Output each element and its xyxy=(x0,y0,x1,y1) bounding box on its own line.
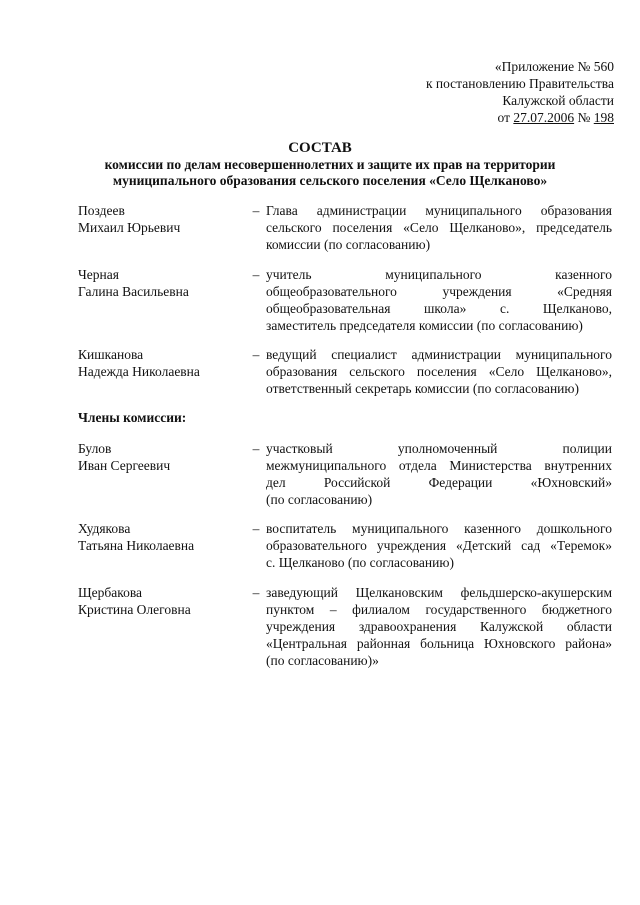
role-line: образовательного учреждения «Детский сад «Теремок» xyxy=(266,538,612,553)
member-surname: Поздеев xyxy=(78,203,125,218)
member-given-name: Михаил Юрьевич xyxy=(78,220,181,235)
dash-separator: – xyxy=(252,585,260,600)
role-line: участковый уполномоченный полиции xyxy=(266,441,612,456)
member-given-name: Иван Сергеевич xyxy=(78,458,171,473)
member-role xyxy=(266,202,612,253)
appendix-line-2: к постановлению Правительства xyxy=(425,76,614,91)
member-surname: Булов xyxy=(78,441,112,456)
member-given-name: Татьяна Николаевна xyxy=(78,538,195,553)
role-line: учреждения здравоохранения Калужской области xyxy=(266,619,612,634)
role-line: Глава администрации муниципального образования xyxy=(266,203,612,218)
dash-separator: – xyxy=(252,441,260,456)
member-name xyxy=(78,584,248,618)
role-line: сельского поселения «Село Щелканово», председатель xyxy=(266,220,612,235)
role-line: заведующий Щелкановским фельдшерско-акушерским xyxy=(266,585,612,600)
dash-separator: – xyxy=(252,203,260,218)
appendix-header xyxy=(314,58,614,126)
member-name xyxy=(78,520,248,554)
member-name xyxy=(78,202,248,236)
appendix-line-1: «Приложение № 560 xyxy=(494,59,614,74)
member-role xyxy=(266,266,612,334)
document-subtitle xyxy=(70,157,590,189)
appendix-line-4 xyxy=(314,109,614,126)
role-line: (по согласованию)» xyxy=(266,653,379,668)
role-line: заместитель председателя комиссии (по согласованию) xyxy=(266,318,583,333)
role-line: ведущий специалист администрации муниципального xyxy=(266,347,612,362)
member-name xyxy=(78,266,248,300)
member-given-name: Галина Васильевна xyxy=(78,284,189,299)
member-surname: Щербакова xyxy=(78,585,143,600)
role-line: межмуниципального отдела Министерства внутренних xyxy=(266,458,612,473)
role-line: дел Российской Федерации «Юхновский» xyxy=(266,475,612,490)
member-role xyxy=(266,520,612,571)
member-name xyxy=(78,346,248,380)
role-line: образования сельского поселения «Село Щелканово», xyxy=(266,364,612,379)
member-given-name: Надежда Николаевна xyxy=(78,364,200,379)
member-name xyxy=(78,440,248,474)
document-title: СОСТАВ xyxy=(288,140,352,156)
role-line: учитель муниципального казенного xyxy=(266,267,612,282)
member-surname: Худякова xyxy=(78,521,131,536)
role-line: общеобразовательная школа» с. Щелканово, xyxy=(266,301,612,316)
subtitle-line-2: муниципального образования сельского поселения «Село Щелканово» xyxy=(112,173,548,188)
dash-separator: – xyxy=(252,267,260,282)
appendix-number: 198 xyxy=(593,110,614,125)
dash-separator: – xyxy=(252,521,260,536)
role-line: ответственный секретарь комиссии (по согласованию) xyxy=(266,381,579,396)
role-line: (по согласованию) xyxy=(266,492,373,507)
role-line: воспитатель муниципального казенного дошкольного xyxy=(266,521,612,536)
appendix-date: 27.07.2006 xyxy=(513,110,575,125)
subtitle-line-1: комиссии по делам несовершеннолетних и защите их прав на территории xyxy=(104,157,556,172)
member-role xyxy=(266,440,612,508)
member-role xyxy=(266,346,612,397)
role-line: с. Щелканово (по согласованию) xyxy=(266,555,454,570)
appendix-line-3: Калужской области xyxy=(502,93,614,108)
member-surname: Кишканова xyxy=(78,347,144,362)
appendix-number-prefix: № xyxy=(577,110,591,125)
role-line: «Центральная районная больница Юхновского района» xyxy=(266,636,612,651)
member-given-name: Кристина Олеговна xyxy=(78,602,191,617)
role-line: общеобразовательного учреждения «Средняя xyxy=(266,284,612,299)
role-line: комиссии (по согласованию) xyxy=(266,237,431,252)
members-heading: Члены комиссии: xyxy=(78,410,187,425)
role-line: пунктом – филиалом государственного бюджетного xyxy=(266,602,612,617)
dash-separator: – xyxy=(252,347,260,362)
member-surname: Черная xyxy=(78,267,119,282)
member-role xyxy=(266,584,612,669)
appendix-date-prefix: от xyxy=(497,110,510,125)
